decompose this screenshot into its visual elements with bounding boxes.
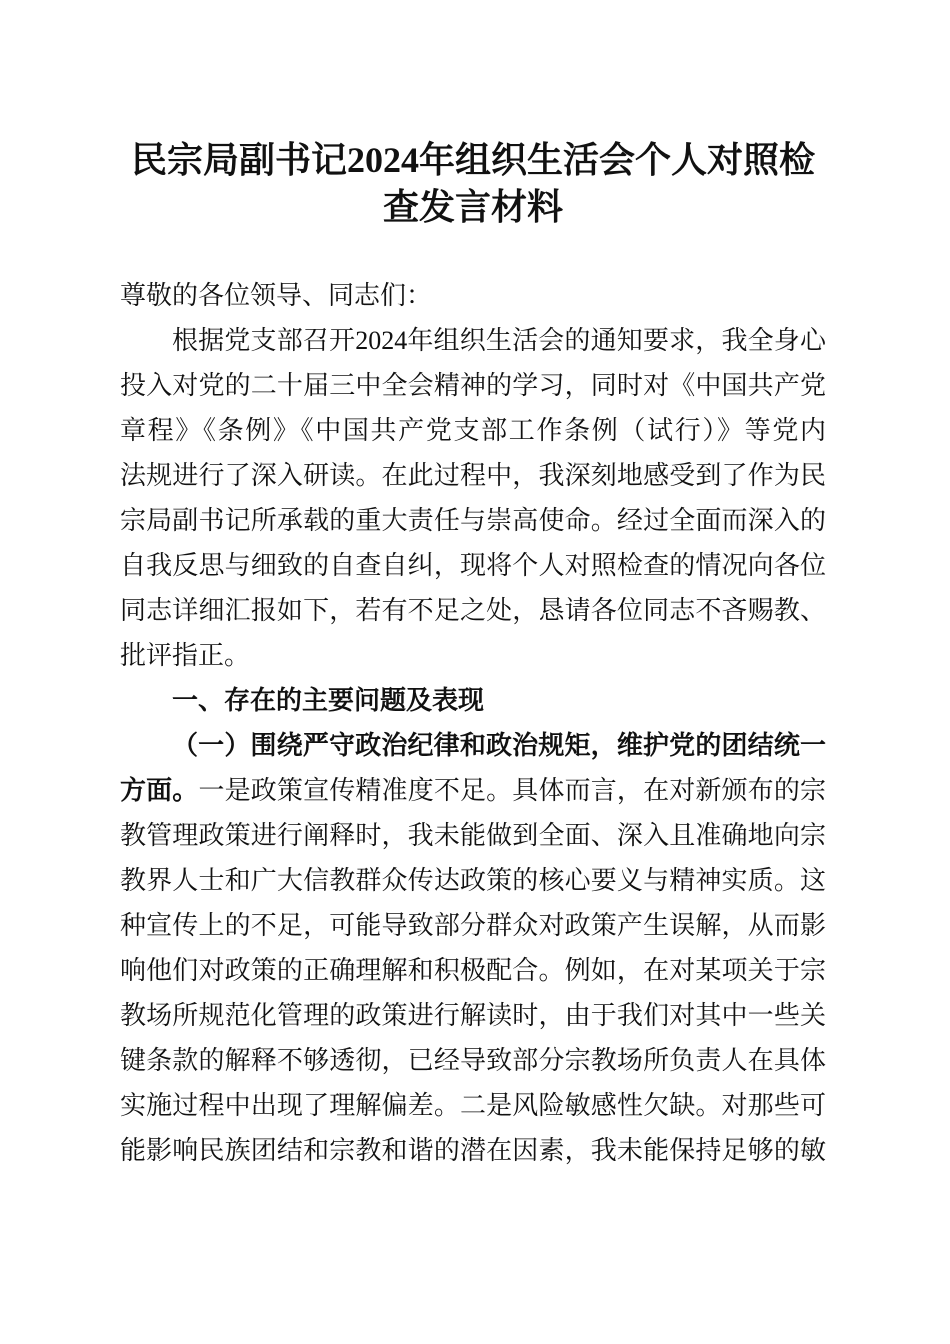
paragraph-line — [120, 768, 826, 813]
paragraph-line: 批评指正。 — [120, 641, 251, 670]
title-line: 查发言材料 — [382, 187, 563, 227]
subsection-lead-in-end: 方面。 — [120, 776, 199, 805]
subsection-lead-in: （一）围绕严守政治纪律和政治规矩，维护党的团结统一 — [172, 731, 826, 760]
salutation: 尊敬的各位领导、同志们： — [120, 281, 433, 310]
title-line: 民宗局副书记2024年组织生活会个人对照检 — [130, 140, 815, 180]
document-title — [120, 137, 826, 231]
paragraph-line: 种宣传上的不足，可能导致部分群众对政策产生误解，从而影 — [120, 911, 826, 940]
paragraph-line: 投入对党的二十届三中全会精神的学习，同时对《中国共产党 — [120, 371, 826, 400]
paragraph-line: 能影响民族团结和宗教和谐的潜在因素，我未能保持足够的敏 — [120, 1136, 826, 1165]
paragraph-line: 同志详细汇报如下，若有不足之处，恳请各位同志不吝赐教、 — [120, 596, 826, 625]
paragraph-line: 法规进行了深入研读。在此过程中，我深刻地感受到了作为民 — [120, 461, 826, 490]
paragraph-line: 教界人士和广大信教群众传达政策的核心要义与精神实质。这 — [120, 866, 826, 895]
paragraph-line: 章程》《条例》《中国共产党支部工作条例（试行）》等党内 — [120, 416, 826, 445]
paragraph-line: 自我反思与细致的自查自纠，现将个人对照检查的情况向各位 — [120, 551, 826, 580]
section-heading: 一、存在的主要问题及表现 — [172, 685, 485, 715]
paragraph-text: 一是政策宣传精准度不足。具体而言，在对新颁布的宗 — [198, 776, 826, 805]
paragraph-line: 教管理政策进行阐释时，我未能做到全面、深入且准确地向宗 — [120, 821, 826, 850]
intro-paragraph — [120, 318, 826, 678]
paragraph-line: 宗局副书记所承载的重大责任与崇高使命。经过全面而深入的 — [120, 506, 826, 535]
paragraph-line: 实施过程中出现了理解偏差。二是风险敏感性欠缺。对那些可 — [120, 1091, 826, 1120]
subsection-paragraph — [120, 723, 826, 1173]
paragraph-line: 教场所规范化管理的政策进行解读时，由于我们对其中一些关 — [120, 1001, 826, 1030]
document-body — [120, 273, 826, 1173]
paragraph-line: 响他们对政策的正确理解和积极配合。例如，在对某项关于宗 — [120, 956, 826, 985]
paragraph-line: 根据党支部召开2024年组织生活会的通知要求，我全身心 — [172, 326, 826, 355]
paragraph-line: 键条款的解释不够透彻，已经导致部分宗教场所负责人在具体 — [120, 1046, 826, 1075]
